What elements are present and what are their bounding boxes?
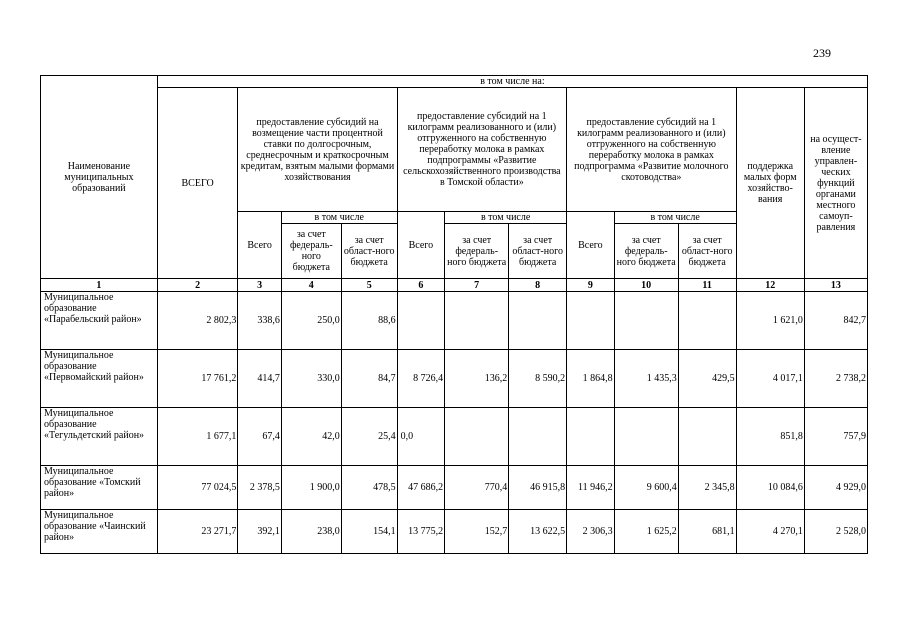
cell-value: 842,7 (804, 292, 867, 350)
municipality-name: Муниципальное образование «Первомайский район» (41, 350, 158, 408)
cell-value: 47 686,2 (397, 466, 445, 510)
cell-value (567, 292, 615, 350)
header-name-column: Наименование муниципальных образований (41, 76, 158, 279)
cell-value: 429,5 (678, 350, 736, 408)
header-regional-1: за счет област-ного бюджета (341, 224, 397, 279)
column-number: 4 (281, 279, 341, 292)
cell-value: 13 622,5 (509, 510, 567, 554)
cell-total: 77 024,5 (157, 466, 238, 510)
cell-value: 8 726,4 (397, 350, 445, 408)
header-all-1: Всего (238, 212, 281, 279)
cell-value (397, 292, 445, 350)
cell-value: 2 528,0 (804, 510, 867, 554)
cell-value: 851,8 (736, 408, 804, 466)
table-row (41, 408, 868, 466)
column-number: 6 (397, 279, 445, 292)
cell-value: 414,7 (238, 350, 281, 408)
municipality-name: Муниципальное образование «Тегульдетский район» (41, 408, 158, 466)
cell-value (614, 408, 678, 466)
column-number: 1 (41, 279, 158, 292)
cell-value: 1 864,8 (567, 350, 615, 408)
column-number-row (41, 279, 868, 292)
header-interest-subsidy: предоставление субсидий на возмещение части процентной ставки по долгосрочным, среднесрочным и краткосрочным кредитам, взятым малыми формами хозяйствования (238, 88, 397, 212)
cell-value: 4 017,1 (736, 350, 804, 408)
header-all-3: Всего (567, 212, 615, 279)
cell-value: 1 435,3 (614, 350, 678, 408)
cell-value: 2 738,2 (804, 350, 867, 408)
subsidy-table (40, 75, 868, 554)
cell-value: 154,1 (341, 510, 397, 554)
cell-value: 330,0 (281, 350, 341, 408)
header-federal-3: за счет федераль-ного бюджета (614, 224, 678, 279)
column-number: 8 (509, 279, 567, 292)
cell-value: 2 378,5 (238, 466, 281, 510)
cell-value: 67,4 (238, 408, 281, 466)
table-row (41, 466, 868, 510)
cell-total: 23 271,7 (157, 510, 238, 554)
column-number: 10 (614, 279, 678, 292)
cell-value (567, 408, 615, 466)
cell-value: 338,6 (238, 292, 281, 350)
cell-value: 1 900,0 (281, 466, 341, 510)
cell-value: 770,4 (445, 466, 509, 510)
header-small-forms-support: поддержка малых форм хозяйство-вания (736, 88, 804, 279)
cell-value: 4 270,1 (736, 510, 804, 554)
table-row (41, 292, 868, 350)
cell-value: 1 621,0 (736, 292, 804, 350)
cell-value: 46 915,8 (509, 466, 567, 510)
cell-value: 88,6 (341, 292, 397, 350)
cell-value: 10 084,6 (736, 466, 804, 510)
cell-value (445, 292, 509, 350)
cell-total: 1 677,1 (157, 408, 238, 466)
cell-value (678, 292, 736, 350)
column-number: 7 (445, 279, 509, 292)
header-including-on: в том числе на: (157, 76, 867, 88)
cell-value (509, 408, 567, 466)
cell-value: 42,0 (281, 408, 341, 466)
header-including-2: в том числе (445, 212, 567, 224)
table-row (41, 510, 868, 554)
header-federal-2: за счет федераль-ного бюджета (445, 224, 509, 279)
header-regional-2: за счет област-ного бюджета (509, 224, 567, 279)
cell-total: 2 802,3 (157, 292, 238, 350)
cell-value: 238,0 (281, 510, 341, 554)
cell-value (678, 408, 736, 466)
header-including-1: в том числе (281, 212, 397, 224)
header-including-3: в том числе (614, 212, 736, 224)
cell-value (614, 292, 678, 350)
cell-value: 152,7 (445, 510, 509, 554)
table-row (41, 350, 868, 408)
cell-value: 9 600,4 (614, 466, 678, 510)
cell-value: 25,4 (341, 408, 397, 466)
header-admin-functions: на осущест-вление управлен-ческих функций органами местного самоуп-равления (804, 88, 867, 279)
column-number: 5 (341, 279, 397, 292)
cell-value: 4 929,0 (804, 466, 867, 510)
header-milk-subsidy-agri: предоставление субсидий на 1 килограмм реализованного и (или) отгруженного на собственную переработку молока в рамках подпрограммы «Развитие сельскохозяйственного производства в Томской области» (397, 88, 567, 212)
header-regional-3: за счет област-ного бюджета (678, 224, 736, 279)
municipality-name: Муниципальное образование «Парабельский район» (41, 292, 158, 350)
cell-value: 11 946,2 (567, 466, 615, 510)
cell-value (509, 292, 567, 350)
cell-value: 478,5 (341, 466, 397, 510)
cell-value (445, 408, 509, 466)
municipality-name: Муниципальное образование «Томский район» (41, 466, 158, 510)
cell-value: 392,1 (238, 510, 281, 554)
cell-total: 17 761,2 (157, 350, 238, 408)
column-number: 13 (804, 279, 867, 292)
column-number: 12 (736, 279, 804, 292)
cell-value: 250,0 (281, 292, 341, 350)
cell-value: 681,1 (678, 510, 736, 554)
municipality-name: Муниципальное образование «Чаинский район» (41, 510, 158, 554)
column-number: 11 (678, 279, 736, 292)
cell-value: 84,7 (341, 350, 397, 408)
cell-value: 1 625,2 (614, 510, 678, 554)
cell-value: 13 775,2 (397, 510, 445, 554)
header-all-2: Всего (397, 212, 445, 279)
cell-value: 2 306,3 (567, 510, 615, 554)
cell-value: 136,2 (445, 350, 509, 408)
header-milk-subsidy-dairy: предоставление субсидий на 1 килограмм реализованного и (или) отгруженного на собственную переработку молока в рамках подпрограмма «Развитие молочного скотоводства» (567, 88, 737, 212)
column-number: 9 (567, 279, 615, 292)
cell-value: 8 590,2 (509, 350, 567, 408)
column-number: 2 (157, 279, 238, 292)
page-number: 239 (813, 46, 831, 60)
cell-value: 2 345,8 (678, 466, 736, 510)
cell-value: 0,0 (397, 408, 445, 466)
column-number: 3 (238, 279, 281, 292)
header-federal-1: за счет федераль-ного бюджета (281, 224, 341, 279)
header-total: ВСЕГО (157, 88, 238, 279)
cell-value: 757,9 (804, 408, 867, 466)
